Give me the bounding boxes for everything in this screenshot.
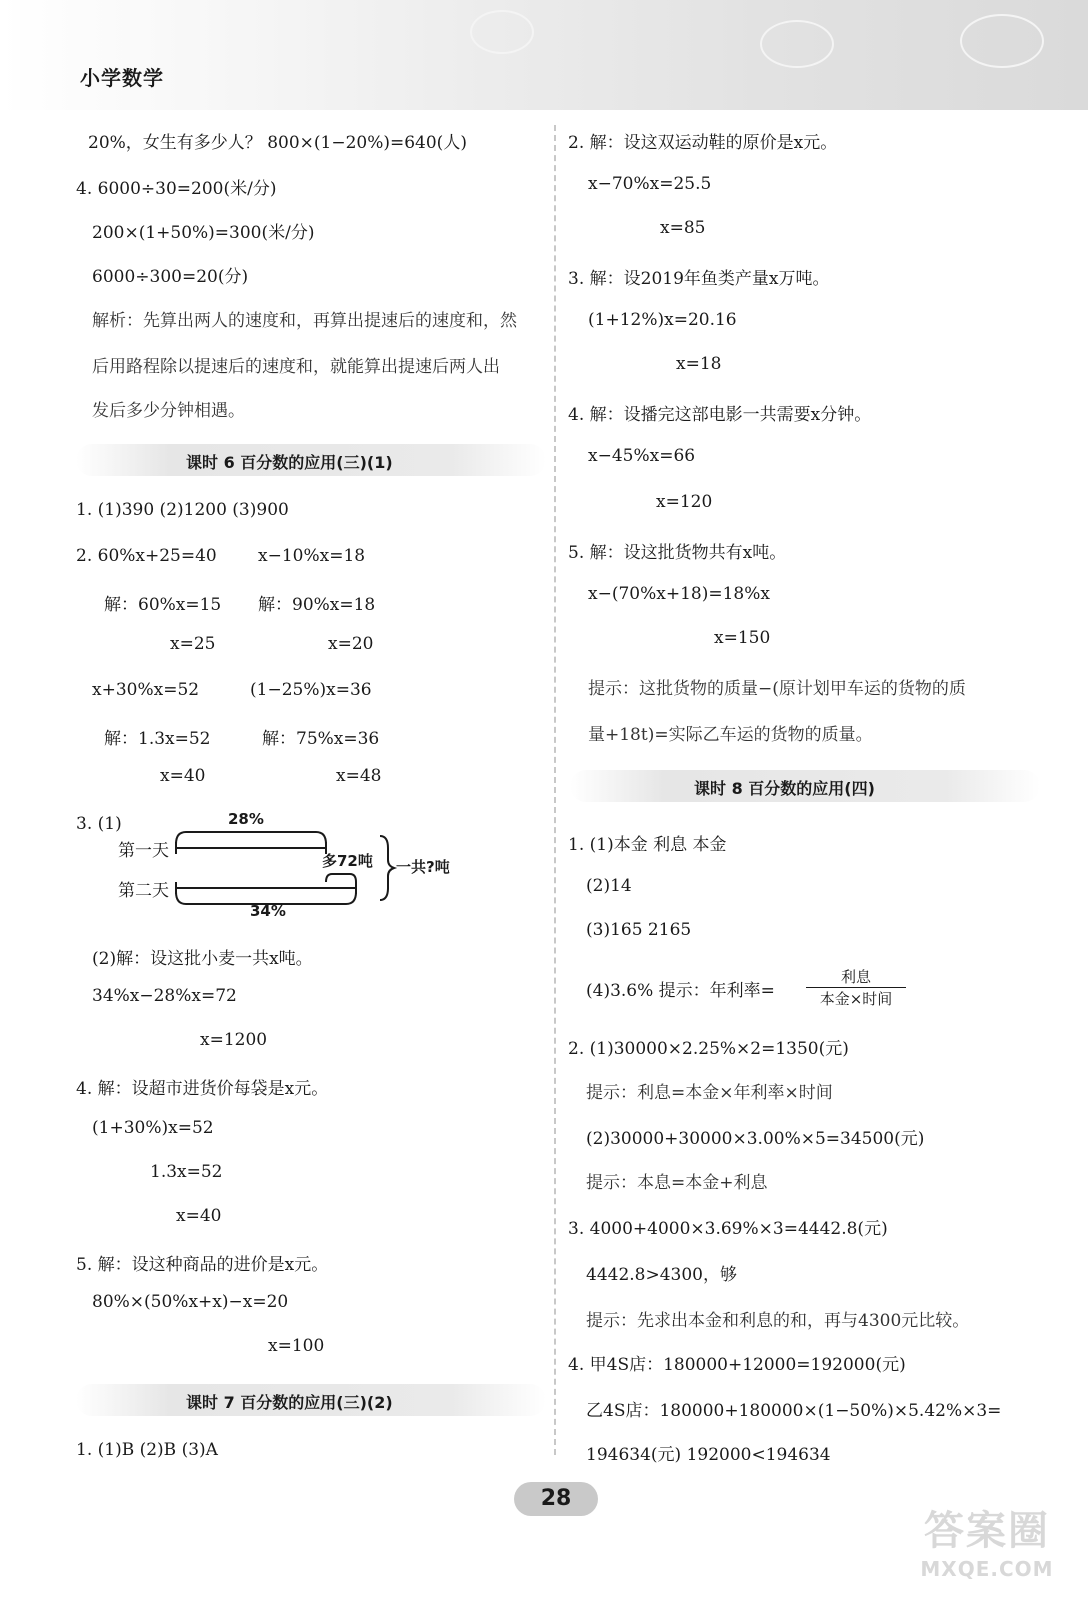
answer-line: x−(70%x+18)=18%x: [588, 584, 770, 604]
answer-line: x=100: [268, 1336, 325, 1356]
watermark: [902, 1505, 1072, 1595]
header-band: [0, 0, 1088, 110]
hint-text: 量+18t)=实际乙车运的货物的质量。: [588, 725, 873, 745]
answer-line: 3. 4000+4000×3.69%×3=4442.8(元): [568, 1219, 888, 1239]
answer-line: x−70%x=25.5: [588, 174, 712, 194]
answer-line: 1. (1)390 (2)1200 (3)900: [76, 500, 289, 520]
hint-text: 提示：本息=本金+利息: [586, 1173, 768, 1193]
answer-line: 1. (1)本金 利息 本金: [568, 835, 727, 855]
answer-line: 5. 解：设这批货物共有x吨。: [568, 543, 787, 563]
diagram-label: 28%: [228, 810, 264, 828]
answer-line: x=120: [656, 492, 713, 512]
answer-line: (3)165 2165: [586, 920, 692, 940]
analysis-text: 发后多少分钟相遇。: [92, 401, 245, 421]
page-number: 28: [514, 1482, 598, 1516]
answer-line: 2. (1)30000×2.25%×2=1350(元): [568, 1039, 849, 1059]
answer-line: (1+12%)x=20.16: [588, 310, 737, 330]
header-decoration: [760, 20, 834, 68]
watermark-text: 答案圈: [924, 1508, 1050, 1554]
answer-line: 4. 解：设超市进货价每袋是x元。: [76, 1079, 329, 1099]
answer-line: 200×(1+50%)=300(米/分): [92, 223, 315, 243]
answer-line: 乙4S店：180000+180000×(1−50%)×5.42%×3=: [586, 1401, 1002, 1421]
answer-line: 80%×(50%x+x)−x=20: [92, 1292, 289, 1312]
answer-line: 3. (1): [76, 814, 122, 834]
fraction-numerator: 利息: [806, 966, 906, 988]
analysis-text: 解析：先算出两人的速度和，再算出提速后的速度和，然: [92, 311, 517, 331]
column-divider: [554, 125, 556, 1455]
diagram-label: 一共?吨: [396, 858, 450, 876]
section-title: 课时 7 百分数的应用(三)(2): [186, 1393, 393, 1412]
answer-line: (2)30000+30000×3.00%×5=34500(元): [586, 1129, 925, 1149]
answer-line: 5. 解：设这种商品的进价是x元。: [76, 1255, 329, 1275]
section-title: 课时 8 百分数的应用(四): [694, 779, 875, 798]
answer-line: x=40: [160, 766, 206, 786]
answer-line: x−45%x=66: [588, 446, 696, 466]
answer-line: 1.3x=52: [150, 1162, 223, 1182]
answer-line: x=1200: [200, 1030, 268, 1050]
answer-line: 4. 6000÷30=200(米/分): [76, 179, 277, 199]
answer-line: 解：90%x=18: [258, 595, 376, 615]
diagram-label: 多72吨: [322, 852, 373, 870]
answer-line: (2)14: [586, 876, 632, 896]
answer-line: x−10%x=18: [258, 546, 366, 566]
answer-line: (4)3.6% 提示：年利率=: [586, 981, 775, 1001]
header-decoration: [960, 14, 1044, 68]
answer-line: (2)解：设这批小麦一共x吨。: [92, 949, 313, 969]
answer-line: x=48: [336, 766, 382, 786]
book-title: 小学数学: [80, 66, 164, 90]
fraction-denominator: 本金×时间: [819, 990, 893, 1008]
answer-line: 1. (1)B (2)B (3)A: [76, 1440, 218, 1460]
answer-line: 解：60%x=15: [104, 595, 222, 615]
watermark-url: MXQE.COM: [920, 1557, 1054, 1581]
answer-line: 34%x−28%x=72: [92, 986, 237, 1006]
answer-line: 2. 60%x+25=40: [76, 546, 217, 566]
answer-line: x+30%x=52: [92, 680, 200, 700]
hint-text: 提示：这批货物的质量−(原计划甲车运的货物的质: [588, 679, 966, 699]
answer-line: x=40: [176, 1206, 222, 1226]
diagram-label: 34%: [250, 902, 286, 920]
answer-line: (1+30%)x=52: [92, 1118, 214, 1138]
answer-line: 4442.8>4300，够: [586, 1265, 737, 1285]
answer-line: x=18: [676, 354, 722, 374]
answer-line: 4. 解：设播完这部电影一共需要x分钟。: [568, 405, 872, 425]
section-title: 课时 6 百分数的应用(三)(1): [186, 453, 393, 472]
answer-line: x=20: [328, 634, 374, 654]
answer-line: (1−25%)x=36: [250, 680, 372, 700]
answer-line: 解：1.3x=52: [104, 729, 211, 749]
diagram-label: 第一天: [118, 841, 169, 861]
answer-line: 20%，女生有多少人？ 800×(1−20%)=640(人): [88, 133, 467, 153]
answer-line: 2. 解：设这双运动鞋的原价是x元。: [568, 133, 838, 153]
hint-text: 提示：先求出本金和利息的和，再与4300元比较。: [586, 1311, 970, 1331]
answer-line: x=25: [170, 634, 216, 654]
answer-line: 3. 解：设2019年鱼类产量x万吨。: [568, 269, 830, 289]
answer-line: x=85: [660, 218, 706, 238]
analysis-text: 后用路程除以提速后的速度和，就能算出提速后两人出: [92, 357, 500, 377]
header-decoration: [470, 10, 534, 54]
diagram-lines: [170, 826, 400, 912]
hint-text: 提示：利息=本金×年利率×时间: [586, 1083, 833, 1103]
diagram-label: 第二天: [118, 881, 169, 901]
answer-line: x=150: [714, 628, 771, 648]
answer-line: 解：75%x=36: [262, 729, 380, 749]
answer-line: 194634(元) 192000<194634: [586, 1445, 831, 1465]
answer-line: 4. 甲4S店：180000+12000=192000(元): [568, 1355, 906, 1375]
answer-line: 6000÷300=20(分): [92, 267, 249, 287]
